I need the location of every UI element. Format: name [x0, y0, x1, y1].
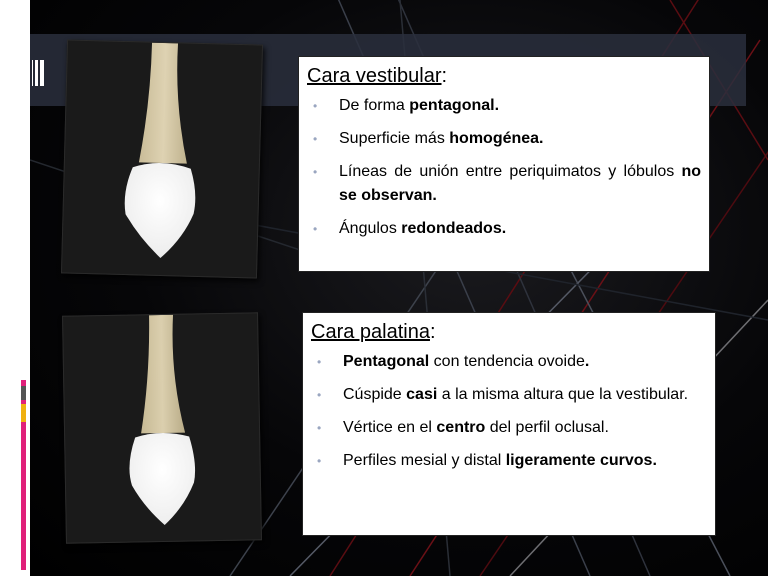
bullet-item: • Líneas de unión entre periquimatos y lóbulos no se observan.	[307, 160, 701, 208]
vestibular-card	[298, 56, 710, 272]
vestibular-title: Cara vestibular:	[307, 65, 448, 87]
bullet-icon: •	[313, 222, 318, 236]
bullet-icon: •	[317, 454, 322, 468]
bullet-icon: •	[317, 388, 322, 402]
tooth-photo-vestibular	[61, 39, 263, 278]
bullet-item: • Vértice en el centro del perfil oclusal.	[311, 416, 707, 440]
bullet-icon: •	[313, 165, 318, 179]
palatina-title: Cara palatina:	[311, 321, 436, 343]
bullet-icon: •	[317, 355, 322, 369]
accent-bar-yellow	[21, 404, 26, 422]
accent-bar-gray	[21, 386, 26, 400]
bullet-item: • Superficie más homogénea.	[307, 127, 701, 151]
palatina-bullet-list	[311, 350, 707, 473]
bullet-item: • Pentagonal con tendencia ovoide.	[311, 350, 707, 374]
tooth-photo-palatina	[62, 312, 262, 543]
bullet-item: • Perfiles mesial y distal ligeramente curvos.	[311, 449, 707, 473]
barcode-icon	[18, 60, 44, 86]
bullet-icon: •	[313, 132, 318, 146]
bullet-icon: •	[313, 99, 318, 113]
vestibular-bullet-list	[307, 94, 701, 241]
bullet-item: • De forma pentagonal.	[307, 94, 701, 118]
palatina-card	[302, 312, 716, 536]
bullet-item: • Cúspide casi a la misma altura que la vestibular.	[311, 383, 707, 407]
bullet-item: • Ángulos redondeados.	[307, 217, 701, 241]
bullet-icon: •	[317, 421, 322, 435]
